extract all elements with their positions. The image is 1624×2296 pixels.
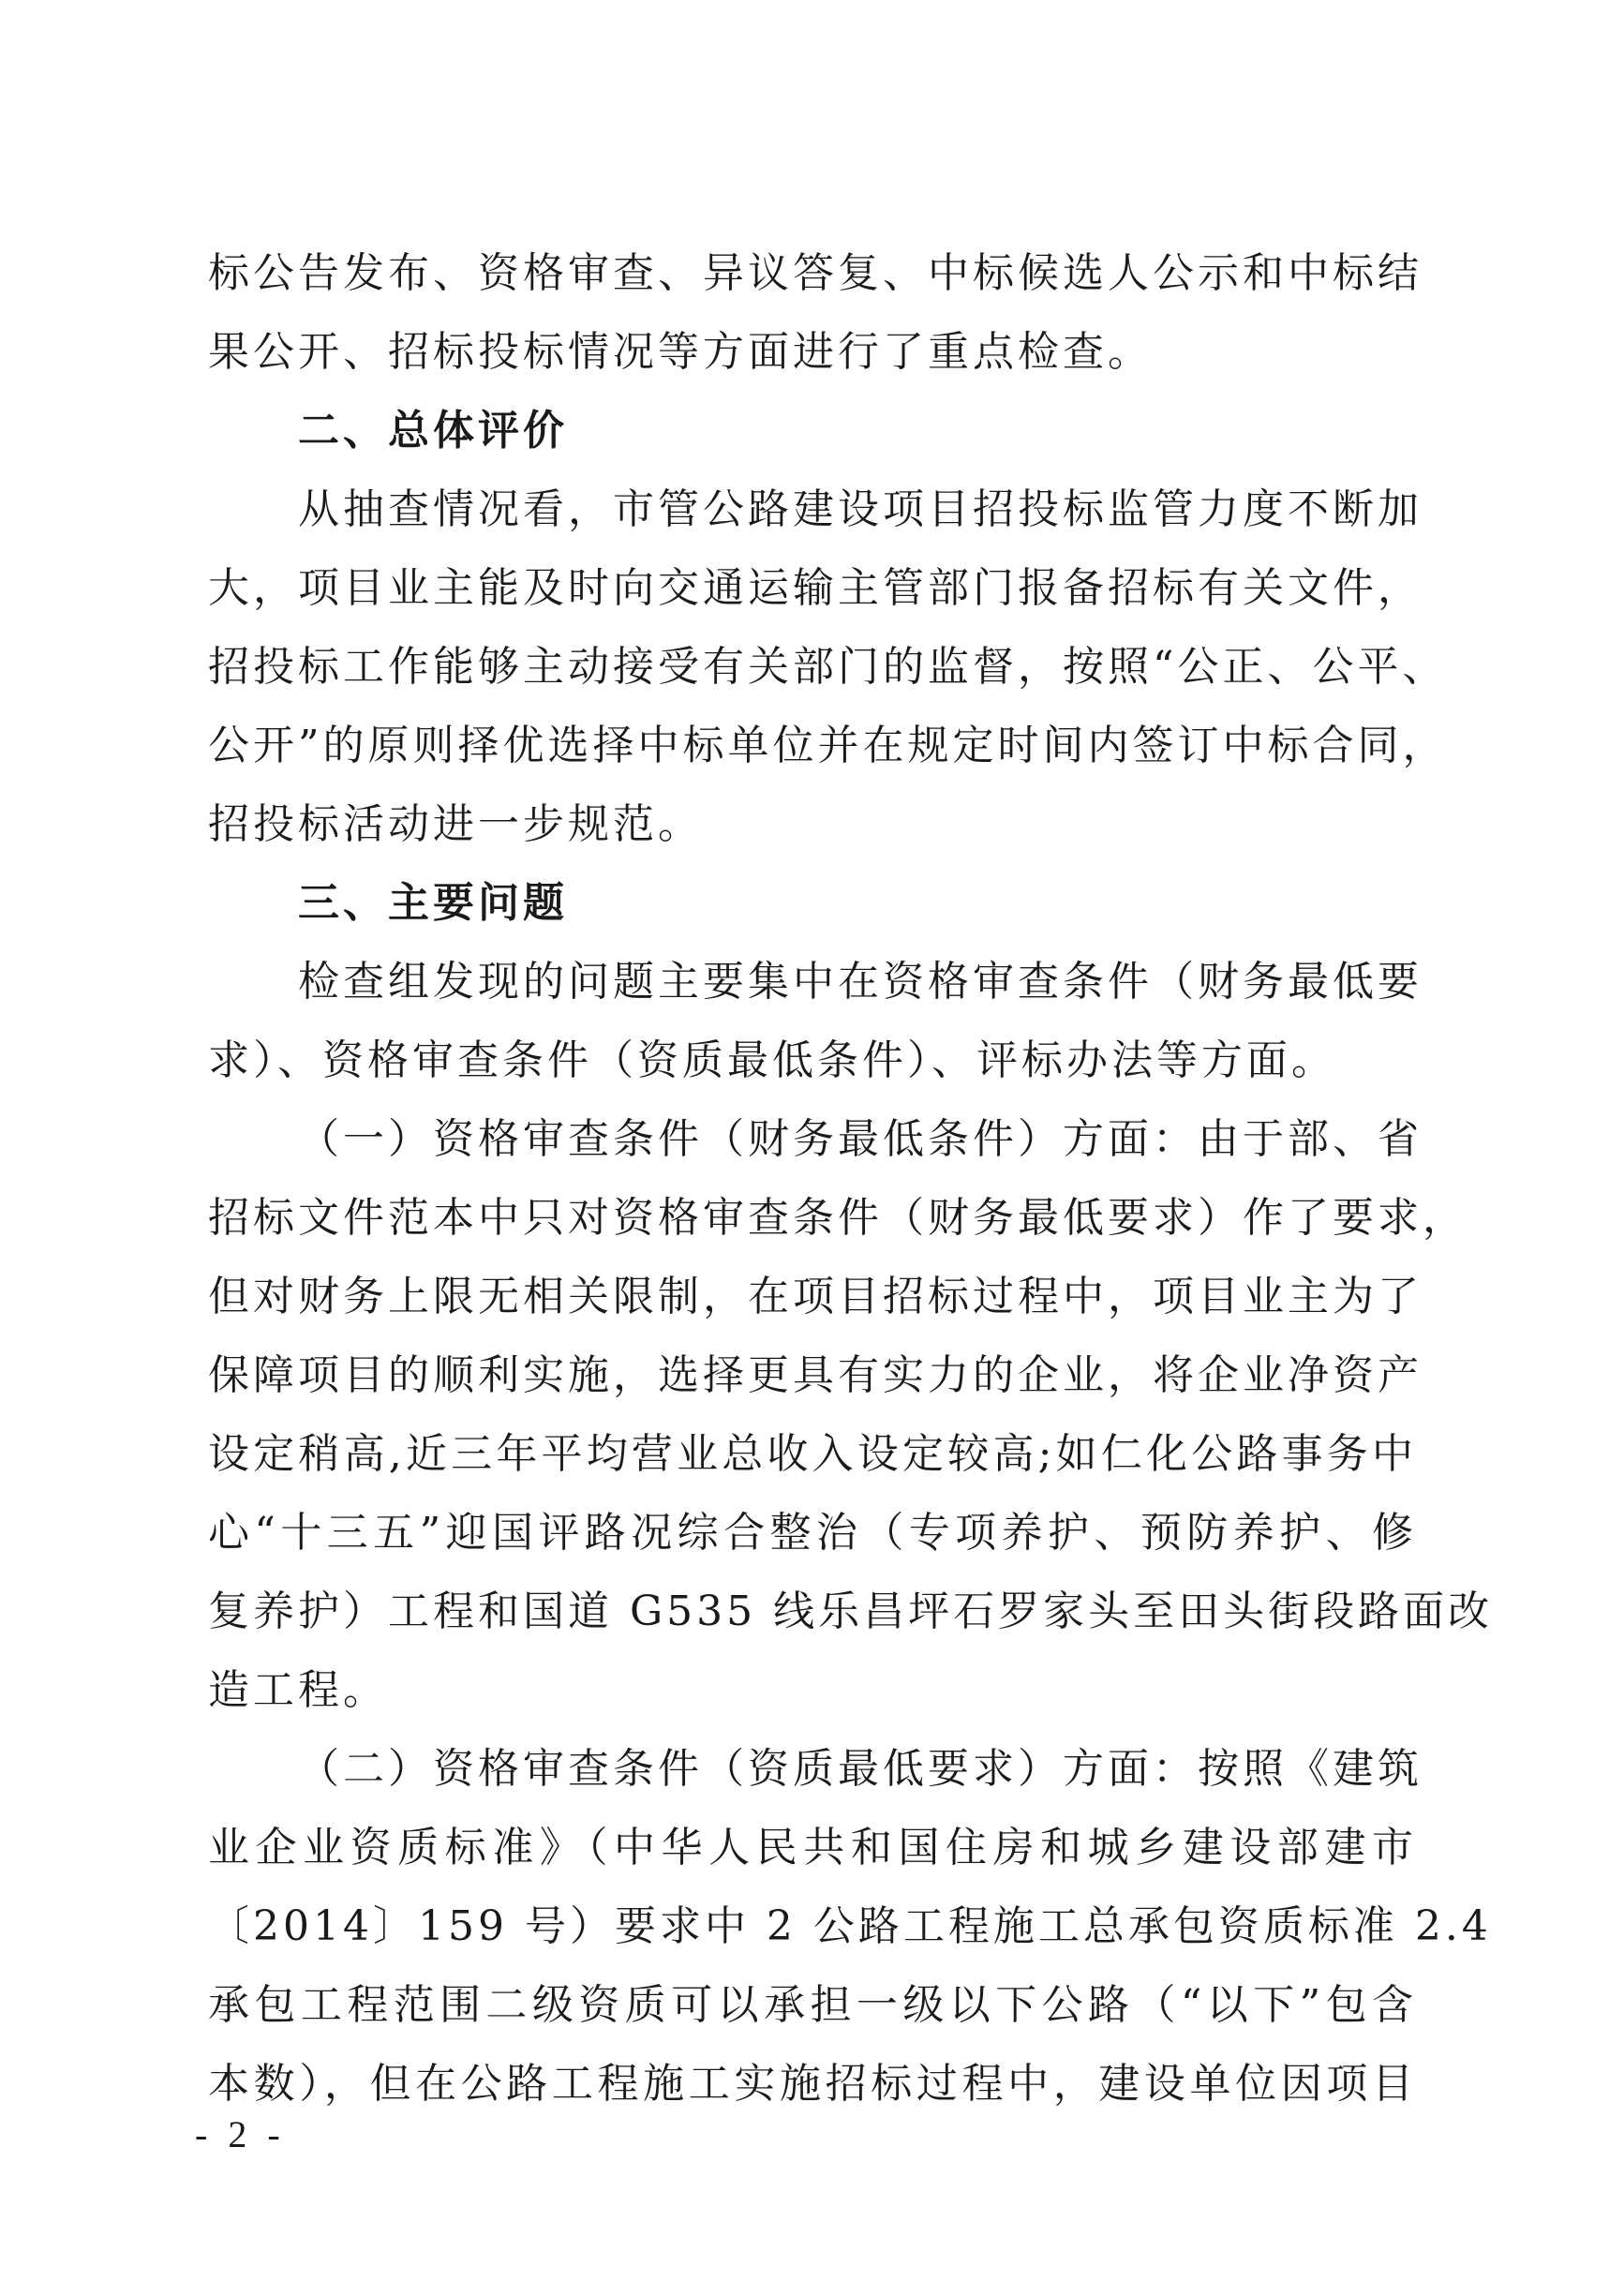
page-number: - 2 - [195, 2113, 286, 2155]
body-text-line: 求）、资格审查条件（资质最低条件）、评标办法等方面。 [208, 1036, 1336, 1084]
body-text-line: 设定稍高,近三年平均营业总收入设定较高;如仁化公路事务中 [208, 1430, 1417, 1478]
body-text-line: 公开”的原则择优选择中标单位并在规定时间内签订中标合同， [208, 722, 1448, 769]
body-text-line: 承包工程范围二级资质可以承担一级以下公路（“以下”包含 [208, 1981, 1417, 2029]
section-heading: 三、主要问题 [298, 879, 568, 927]
body-text-line: 业企业资质标准》（中华人民共和国住房和城乡建设部建市 [208, 1824, 1417, 1871]
body-text-line: 从抽查情况看，市管公路建设项目招投标监管力度不断加 [298, 485, 1423, 533]
body-text-line: 检查组发现的问题主要集中在资格审查条件（财务最低要 [298, 958, 1423, 1006]
body-text-line: 保障项目的顺利实施，选择更具有实力的企业，将企业净资产 [208, 1351, 1423, 1399]
body-text-line: 复养护）工程和国道 G535 线乐昌坪石罗家头至田头街段路面改 [208, 1588, 1494, 1635]
body-text-line: （二）资格审查条件（资质最低要求）方面：按照《建筑 [298, 1745, 1423, 1793]
section-heading: 二、总体评价 [298, 407, 568, 455]
body-text-line: 本数），但在公路工程施工实施招标过程中，建设单位因项目 [208, 2060, 1417, 2108]
body-text-line: 标公告发布、资格审查、异议答复、中标候选人公示和中标结 [208, 249, 1423, 297]
body-text-line: 但对财务上限无相关限制，在项目招标过程中，项目业主为了 [208, 1273, 1423, 1320]
body-text-line: 招标文件范本中只对资格审查条件（财务最低要求）作了要求， [208, 1194, 1468, 1242]
body-text-line: 〔2014〕159 号）要求中 2 公路工程施工总承包资质标准 2.4 [208, 1902, 1492, 1950]
body-text-line: （一）资格审查条件（财务最低条件）方面：由于部、省 [298, 1115, 1423, 1163]
body-text-line: 果公开、招标投标情况等方面进行了重点检查。 [208, 328, 1153, 376]
body-text-line: 造工程。 [208, 1666, 388, 1714]
body-text-line: 招投标工作能够主动接受有关部门的监督，按照“公正、公平、 [208, 643, 1448, 691]
body-text-line: 心“十三五”迎国评路况综合整治（专项养护、预防养护、修 [208, 1509, 1417, 1557]
body-text-line: 招投标活动进一步规范。 [208, 800, 703, 848]
body-text-line: 大，项目业主能及时向交通运输主管部门报备招标有关文件， [208, 564, 1423, 612]
